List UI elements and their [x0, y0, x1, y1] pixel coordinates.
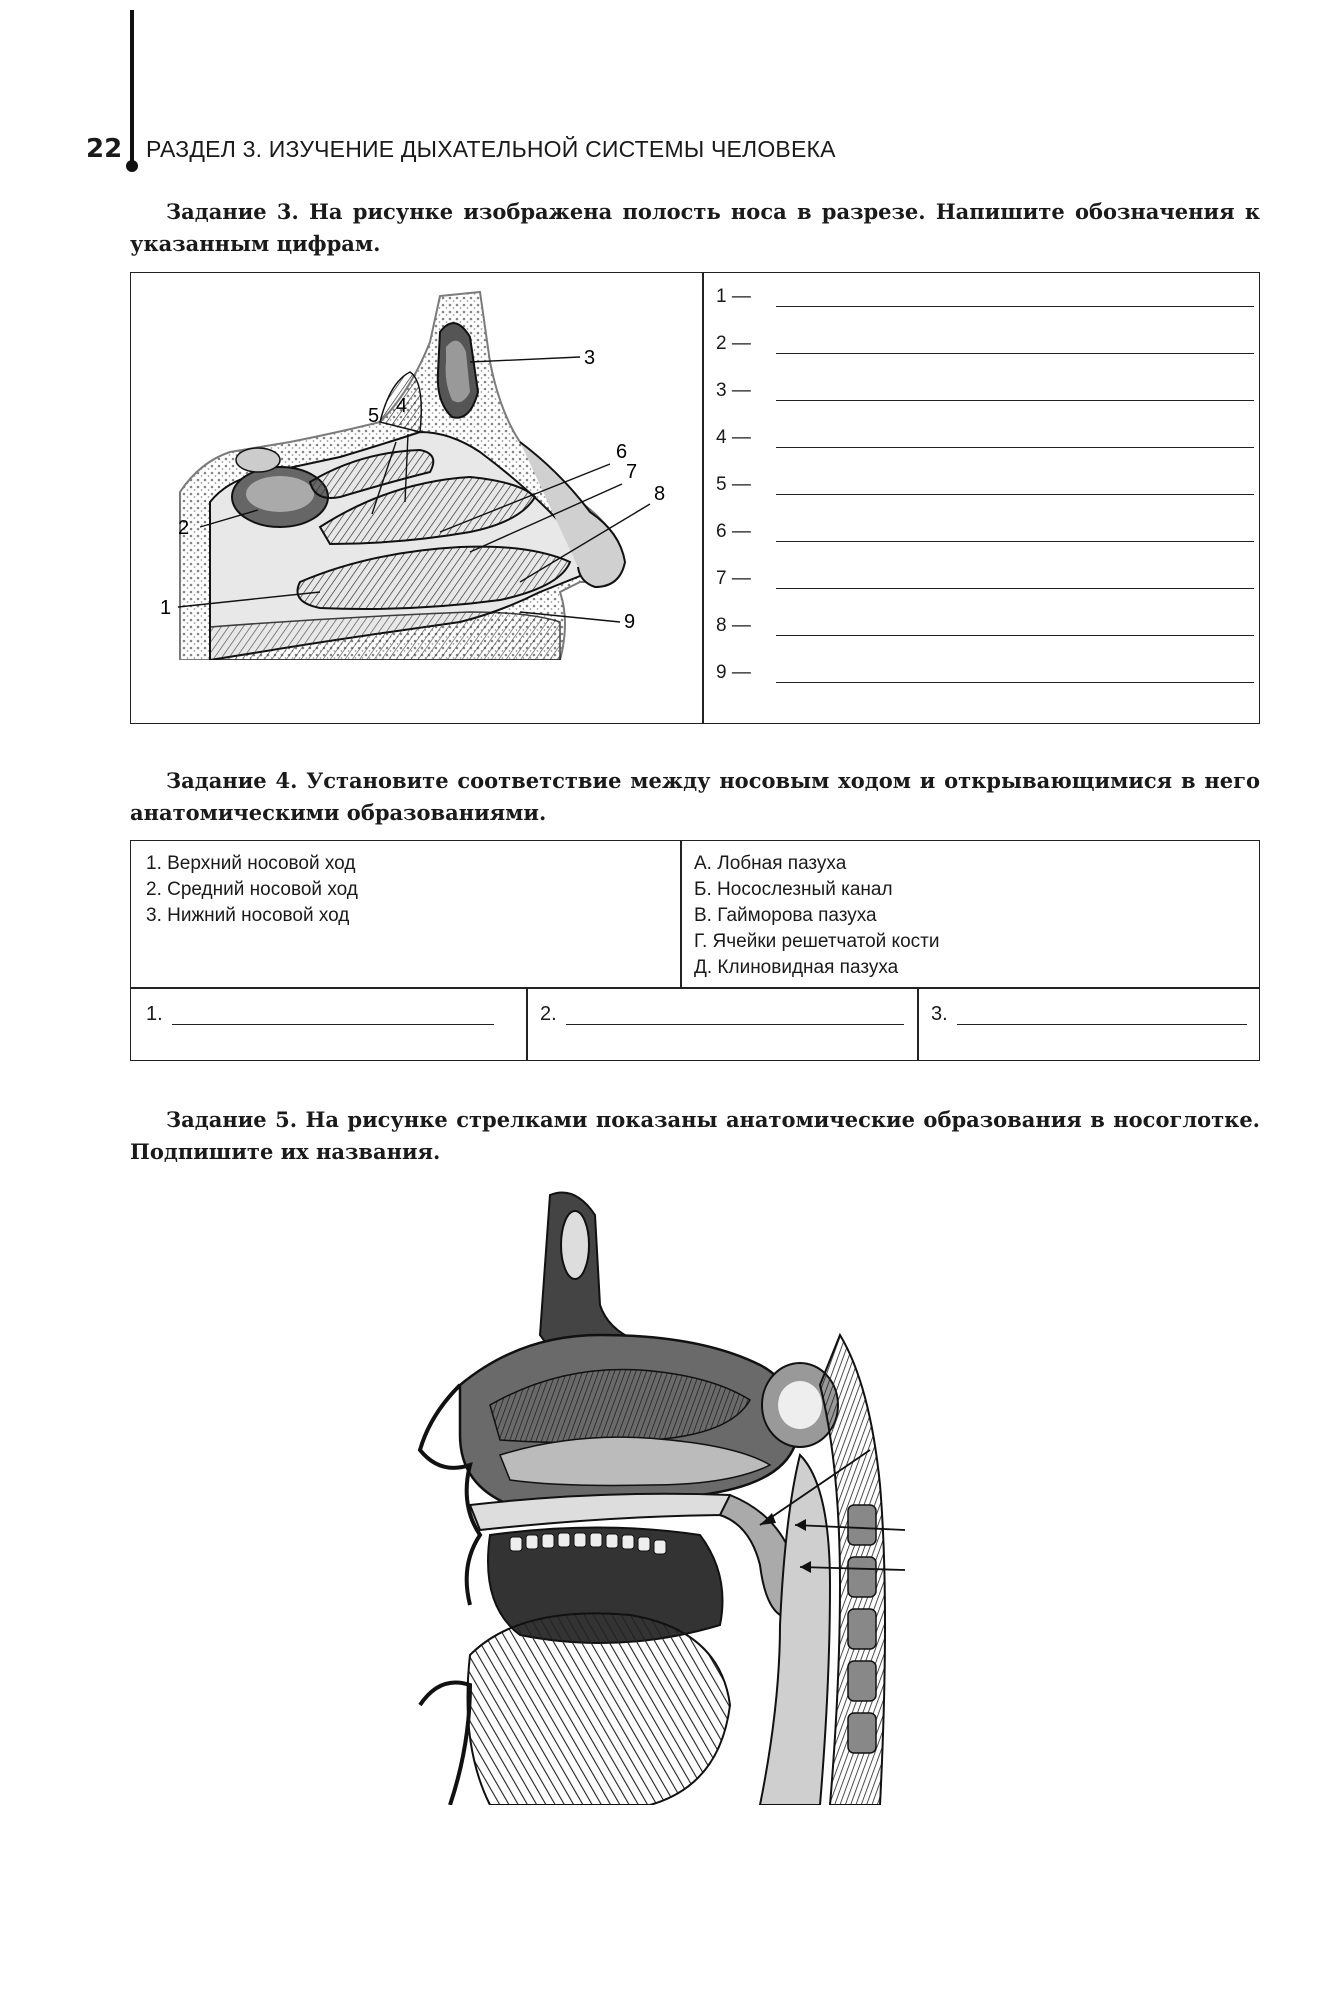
task5-text: На рисунке стрелками показаны анатомические образования в носоглотке. Подпишите их названия. [130, 1107, 1260, 1164]
right-item-e: Д. Клиновидная пазуха [694, 957, 899, 978]
task4-heading [130, 765, 1260, 829]
blank-line-9[interactable] [776, 682, 1254, 683]
answer-line-1[interactable] [172, 1024, 494, 1025]
blank-line-3[interactable] [776, 400, 1254, 401]
nasal-cavity-figure [140, 282, 695, 660]
task4-col-divider [680, 840, 682, 988]
blank-label-8: 8 — [716, 615, 751, 636]
blank-line-5[interactable] [776, 494, 1254, 495]
blank-label-3: 3 — [716, 380, 751, 401]
answer-line-3[interactable] [957, 1024, 1247, 1025]
figure-label-2: 2 [178, 517, 190, 539]
answer-line-2[interactable] [566, 1024, 904, 1025]
task4-ans-divider-2 [917, 987, 919, 1061]
section-title: РАЗДЕЛ 3. ИЗУЧЕНИЕ ДЫХАТЕЛЬНОЙ СИСТЕМЫ ЧЕЛОВЕКА [146, 136, 836, 162]
task4-text: Установите соответствие между носовым ходом и открывающимися в него анатомическими образованиями. [130, 768, 1260, 825]
right-item-c: В. Гайморова пазуха [694, 905, 877, 926]
task3-label: Задание 3. [166, 199, 299, 224]
nasopharynx-figure [400, 1185, 920, 1805]
figure-label-8: 8 [654, 483, 666, 505]
blank-label-7: 7 — [716, 568, 751, 589]
answer-label-1: 1. [146, 1003, 163, 1025]
right-item-b: Б. Носослезный канал [694, 879, 893, 900]
task5-heading [130, 1104, 1260, 1168]
blank-line-1[interactable] [776, 306, 1254, 307]
left-item-3: 3. Нижний носовой ход [146, 905, 350, 926]
task3-heading [130, 196, 1260, 260]
task4-row-divider [130, 987, 1260, 989]
task3-text: На рисунке изображена полость носа в разрезе. Напишите обозначения к указанным цифрам. [130, 199, 1260, 256]
answer-label-3: 3. [931, 1003, 948, 1025]
figure-label-7: 7 [626, 461, 638, 483]
task4-ans-divider-1 [526, 987, 528, 1061]
left-item-1: 1. Верхний носовой ход [146, 853, 356, 874]
task5-label: Задание 5. [166, 1107, 298, 1132]
page-number: 22 [86, 134, 123, 164]
header-dot [126, 160, 138, 172]
answer-label-2: 2. [540, 1003, 557, 1025]
blank-label-9: 9 — [716, 662, 751, 683]
blank-label-4: 4 — [716, 427, 751, 448]
header-rule [130, 10, 134, 168]
figure-label-3: 3 [584, 347, 596, 369]
blank-line-8[interactable] [776, 635, 1254, 636]
figure-label-1: 1 [160, 597, 172, 619]
blank-label-2: 2 — [716, 333, 751, 354]
task4-label: Задание 4. [166, 768, 298, 793]
task3-divider [702, 272, 704, 724]
blank-label-1: 1 — [716, 286, 751, 307]
blank-line-7[interactable] [776, 588, 1254, 589]
blank-line-4[interactable] [776, 447, 1254, 448]
right-item-a: А. Лобная пазуха [694, 853, 847, 874]
blank-line-2[interactable] [776, 353, 1254, 354]
left-item-2: 2. Средний носовой ход [146, 879, 358, 900]
figure-label-6: 6 [616, 441, 628, 463]
blank-line-6[interactable] [776, 541, 1254, 542]
blank-label-5: 5 — [716, 474, 751, 495]
figure-label-9: 9 [624, 611, 636, 633]
right-item-d: Г. Ячейки решетчатой кости [694, 931, 940, 952]
figure-label-4: 4 [396, 395, 408, 417]
figure-label-5: 5 [368, 405, 380, 427]
blank-label-6: 6 — [716, 521, 751, 542]
